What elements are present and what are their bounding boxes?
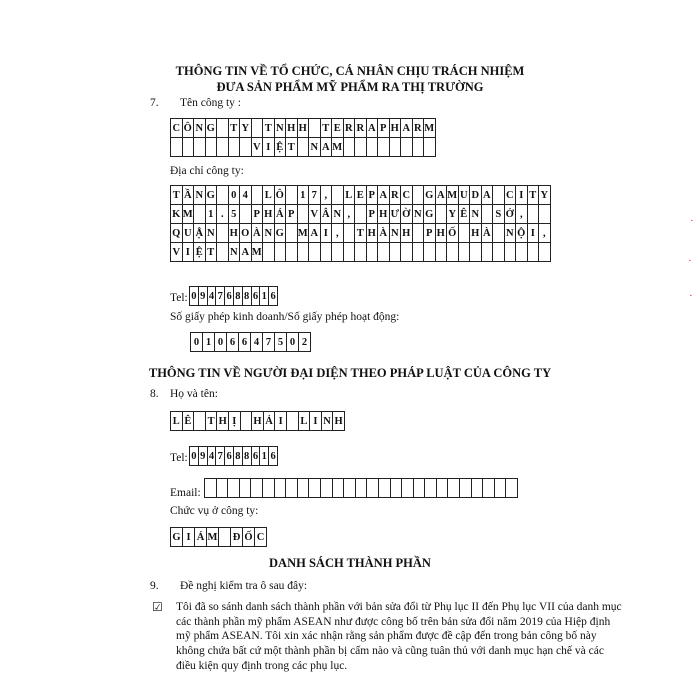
statement-checkbox[interactable]: ☑ [152, 600, 163, 614]
char-box[interactable]: G [170, 527, 183, 547]
char-box[interactable]: 5 [274, 332, 287, 352]
char-box[interactable]: U [458, 185, 471, 205]
section-org-title-line2: ĐƯA SẢN PHẨM MỸ PHẨM RA THỊ TRƯỜNG [216, 80, 484, 94]
char-box[interactable]: , [515, 204, 528, 224]
rep-name-grid[interactable] [170, 411, 345, 431]
char-box[interactable]: T [285, 137, 298, 157]
rep-tel-label: Tel: [170, 452, 188, 464]
license-grid[interactable] [190, 332, 311, 352]
char-box[interactable]: I [527, 223, 540, 243]
rep-name-label: Họ và tên: [170, 388, 218, 400]
char-box[interactable]: G [274, 223, 287, 243]
char-box[interactable]: M [331, 137, 344, 157]
char-box[interactable]: N [193, 118, 206, 138]
char-box[interactable]: N [205, 223, 218, 243]
char-box[interactable]: I [182, 527, 195, 547]
char-box[interactable]: I [274, 411, 287, 431]
char-box-row [170, 411, 345, 431]
char-box[interactable]: 6 [268, 446, 278, 466]
char-box[interactable]: M [297, 223, 310, 243]
char-box[interactable]: 6 [224, 286, 234, 306]
char-box[interactable]: À [251, 223, 264, 243]
char-box[interactable]: G [423, 185, 436, 205]
char-box[interactable]: 6 [268, 286, 278, 306]
char-box[interactable]: V [170, 242, 183, 262]
char-box[interactable]: H [297, 118, 310, 138]
char-box[interactable]: 1 [202, 332, 215, 352]
char-box[interactable]: Ị [228, 411, 241, 431]
char-box[interactable]: 7 [215, 286, 225, 306]
char-box[interactable]: 6 [226, 332, 239, 352]
char-box[interactable]: R [343, 118, 356, 138]
char-box[interactable]: 0 [189, 446, 199, 466]
char-box[interactable]: R [389, 185, 402, 205]
address-grid[interactable] [170, 185, 551, 262]
char-box[interactable]: . [216, 204, 229, 224]
char-box[interactable]: Ố [242, 527, 255, 547]
char-box[interactable]: Â [320, 204, 333, 224]
char-box[interactable]: I [320, 223, 333, 243]
char-box[interactable]: H [435, 223, 448, 243]
char-box[interactable]: P [251, 204, 264, 224]
char-box[interactable]: N [469, 204, 482, 224]
char-box[interactable]: H [251, 411, 264, 431]
char-box-row [170, 242, 551, 262]
char-box[interactable]: O [239, 223, 252, 243]
char-box[interactable]: L [343, 185, 356, 205]
char-box[interactable]: 8 [233, 446, 243, 466]
char-box[interactable]: Á [194, 527, 207, 547]
char-box[interactable]: C [400, 185, 413, 205]
char-box[interactable]: Ê [182, 411, 195, 431]
char-box[interactable]: U [182, 223, 195, 243]
char-box[interactable]: C [504, 185, 517, 205]
char-box[interactable]: H [216, 411, 229, 431]
char-box[interactable]: Ô [274, 185, 287, 205]
char-box[interactable]: M [423, 118, 436, 138]
char-box[interactable]: G [205, 185, 218, 205]
char-box[interactable]: R [412, 118, 425, 138]
char-box[interactable]: H [285, 118, 298, 138]
char-box[interactable]: E [354, 185, 367, 205]
char-box[interactable]: R [354, 118, 367, 138]
char-box[interactable]: N [504, 223, 517, 243]
char-box[interactable]: L [298, 411, 311, 431]
char-box[interactable]: 4 [207, 286, 217, 306]
address-label: Địa chỉ công ty: [170, 165, 244, 177]
char-box[interactable] [423, 137, 436, 157]
char-box[interactable]: 5 [228, 204, 241, 224]
char-box[interactable]: P [423, 223, 436, 243]
org-tel-label: Tel: [170, 292, 188, 304]
char-box[interactable]: 4 [250, 332, 263, 352]
char-box[interactable]: 1 [297, 185, 310, 205]
char-box[interactable]: P [285, 204, 298, 224]
char-box[interactable]: Ê [458, 204, 471, 224]
char-box[interactable]: T [170, 185, 183, 205]
char-box[interactable]: S [492, 204, 505, 224]
item-number-7: 7. [150, 97, 159, 109]
char-box-row [170, 527, 267, 547]
char-box[interactable]: 7 [308, 185, 321, 205]
char-box[interactable]: I [262, 137, 275, 157]
char-box[interactable]: Ờ [400, 204, 413, 224]
char-box[interactable]: D [469, 185, 482, 205]
email-label: Email: [170, 487, 201, 499]
char-box[interactable]: T [205, 411, 218, 431]
char-box[interactable]: Ả [263, 411, 276, 431]
char-box[interactable]: T [354, 223, 367, 243]
char-box[interactable]: 0 [228, 185, 241, 205]
char-box-row [189, 286, 278, 306]
char-box[interactable]: Y [538, 185, 551, 205]
char-box[interactable]: 1 [205, 204, 218, 224]
margin-mark: · [688, 255, 692, 267]
char-box[interactable]: A [400, 118, 413, 138]
char-box[interactable]: 9 [198, 446, 208, 466]
item-number-9: 9. [150, 580, 159, 592]
char-box[interactable]: H [377, 204, 390, 224]
char-box[interactable]: Ộ [515, 223, 528, 243]
char-box[interactable]: 6 [251, 446, 261, 466]
char-box-row [190, 332, 311, 352]
char-box[interactable]: Ố [446, 223, 459, 243]
section-rep-title: THÔNG TIN VỀ NGƯỜI ĐẠI DIỆN THEO PHÁP LUẬT CỦA CÔNG TY [148, 366, 552, 380]
char-box[interactable]: A [320, 137, 333, 157]
char-box[interactable]: I [515, 185, 528, 205]
char-box[interactable]: , [538, 223, 551, 243]
email-grid[interactable] [204, 478, 518, 498]
char-box[interactable]: 0 [190, 332, 203, 352]
char-box[interactable]: , [343, 204, 356, 224]
char-box[interactable]: N [193, 185, 206, 205]
char-box[interactable]: H [228, 223, 241, 243]
char-box[interactable]: Ệ [274, 137, 287, 157]
char-box[interactable]: E [331, 118, 344, 138]
char-box[interactable]: N [262, 223, 275, 243]
char-box[interactable]: Ậ [193, 223, 206, 243]
char-box[interactable]: N [331, 204, 344, 224]
char-box[interactable]: N [321, 411, 334, 431]
char-box[interactable]: M [446, 185, 459, 205]
char-box[interactable]: K [170, 204, 183, 224]
char-box[interactable]: T [262, 118, 275, 138]
char-box[interactable]: T [228, 118, 241, 138]
char-box[interactable]: Q [170, 223, 183, 243]
char-box[interactable]: 2 [298, 332, 311, 352]
char-box[interactable]: 8 [242, 286, 252, 306]
char-box[interactable]: Y [446, 204, 459, 224]
char-box[interactable]: A [481, 185, 494, 205]
char-box-row [170, 137, 436, 157]
char-box[interactable]: 7 [262, 332, 275, 352]
char-box[interactable]: Á [274, 204, 287, 224]
char-box[interactable]: N [412, 204, 425, 224]
char-box[interactable]: , [331, 223, 344, 243]
char-box[interactable]: 0 [214, 332, 227, 352]
char-box[interactable]: 4 [207, 446, 217, 466]
char-box[interactable] [505, 478, 518, 498]
char-box[interactable]: V [251, 137, 264, 157]
char-box-row [170, 204, 551, 224]
char-box[interactable]: T [320, 118, 333, 138]
char-box[interactable]: A [239, 242, 252, 262]
char-box[interactable]: A [366, 118, 379, 138]
margin-mark: · [689, 290, 693, 302]
org-tel-grid[interactable] [189, 286, 278, 306]
char-box[interactable]: M [182, 204, 195, 224]
position-grid[interactable] [170, 527, 267, 547]
char-box[interactable]: Ư [389, 204, 402, 224]
char-box[interactable]: C [170, 118, 183, 138]
position-label: Chức vụ ở công ty: [170, 505, 259, 517]
char-box[interactable]: H [400, 223, 413, 243]
ingredients-statement: Tôi đã so sánh danh sách thành phần với bản sửa đổi từ Phụ lục II đến Phụ lục VII của danh mục các thành phần mỹ phẩm ASEAN như được công bố trên bản sửa đổi năm 2019 của Hiệp định mỹ phẩm ASEAN. Tôi xin xác nhận rằng sản phẩm được đề cập đến trong bản công bố này không chứa bất cứ một thành phần bị cấm nào và cũng tuân thủ với danh mục hạn chế và các điều kiện quy định trong các phụ lục. [176, 601, 622, 672]
char-box[interactable]: H [469, 223, 482, 243]
char-box[interactable]: 8 [242, 446, 252, 466]
char-box-row [170, 185, 551, 205]
char-box[interactable]: 6 [251, 286, 261, 306]
char-box[interactable]: Ệ [193, 242, 206, 262]
char-box[interactable]: M [206, 527, 219, 547]
char-box[interactable]: I [182, 242, 195, 262]
char-box[interactable]: À [377, 223, 390, 243]
char-box[interactable]: P [366, 185, 379, 205]
char-box[interactable]: 1 [259, 446, 269, 466]
char-box[interactable]: H [262, 204, 275, 224]
char-box[interactable]: 6 [238, 332, 251, 352]
char-box[interactable]: H [332, 411, 345, 431]
char-box[interactable]: T [527, 185, 540, 205]
char-box[interactable] [538, 204, 551, 224]
char-box[interactable]: N [228, 242, 241, 262]
char-box[interactable]: 6 [224, 446, 234, 466]
char-box[interactable]: A [308, 223, 321, 243]
char-box[interactable]: G [205, 118, 218, 138]
char-box-row [170, 118, 436, 138]
char-box[interactable]: Ở [504, 204, 517, 224]
char-box[interactable]: , [320, 185, 333, 205]
char-box[interactable]: L [262, 185, 275, 205]
char-box[interactable]: Ầ [182, 185, 195, 205]
item-number-8: 8. [150, 388, 159, 400]
char-box[interactable]: 7 [215, 446, 225, 466]
char-box[interactable]: Đ [230, 527, 243, 547]
char-box[interactable]: A [435, 185, 448, 205]
char-box[interactable]: T [205, 242, 218, 262]
char-box[interactable]: H [389, 118, 402, 138]
char-box[interactable]: Ô [182, 118, 195, 138]
char-box-row [204, 478, 518, 498]
char-box-row [170, 223, 551, 243]
char-box[interactable]: H [366, 223, 379, 243]
char-box[interactable]: N [308, 137, 321, 157]
char-box[interactable]: A [377, 185, 390, 205]
char-box[interactable]: 0 [189, 286, 199, 306]
char-box[interactable]: V [308, 204, 321, 224]
char-box[interactable]: M [251, 242, 264, 262]
char-box[interactable]: 9 [198, 286, 208, 306]
section-ingredients-title: DANH SÁCH THÀNH PHẦN [269, 556, 431, 570]
checkbox-request-label: Đề nghị kiểm tra ô sau đây: [180, 580, 308, 592]
char-box[interactable]: I [309, 411, 322, 431]
char-box[interactable]: 8 [233, 286, 243, 306]
rep-tel-grid[interactable] [189, 446, 278, 466]
char-box[interactable]: 1 [259, 286, 269, 306]
char-box[interactable]: N [274, 118, 287, 138]
margin-mark: · [690, 215, 694, 227]
char-box[interactable]: 4 [239, 185, 252, 205]
char-box[interactable]: P [377, 118, 390, 138]
company-name-grid[interactable] [170, 118, 436, 157]
section-org-title-line1: THÔNG TIN VỀ TỔ CHỨC, CÁ NHÂN CHỊU TRÁCH NHIỆM [175, 64, 525, 78]
char-box[interactable]: L [170, 411, 183, 431]
char-box[interactable]: Y [239, 118, 252, 138]
company-name-label: Tên công ty : [180, 97, 241, 109]
char-box[interactable]: C [254, 527, 267, 547]
char-box[interactable]: 0 [286, 332, 299, 352]
char-box[interactable] [538, 242, 551, 262]
char-box[interactable]: N [389, 223, 402, 243]
license-label: Số giấy phép kinh doanh/Số giấy phép hoạt động: [170, 311, 400, 323]
char-box-row [189, 446, 278, 466]
char-box[interactable]: P [366, 204, 379, 224]
char-box[interactable]: À [481, 223, 494, 243]
char-box[interactable]: G [423, 204, 436, 224]
